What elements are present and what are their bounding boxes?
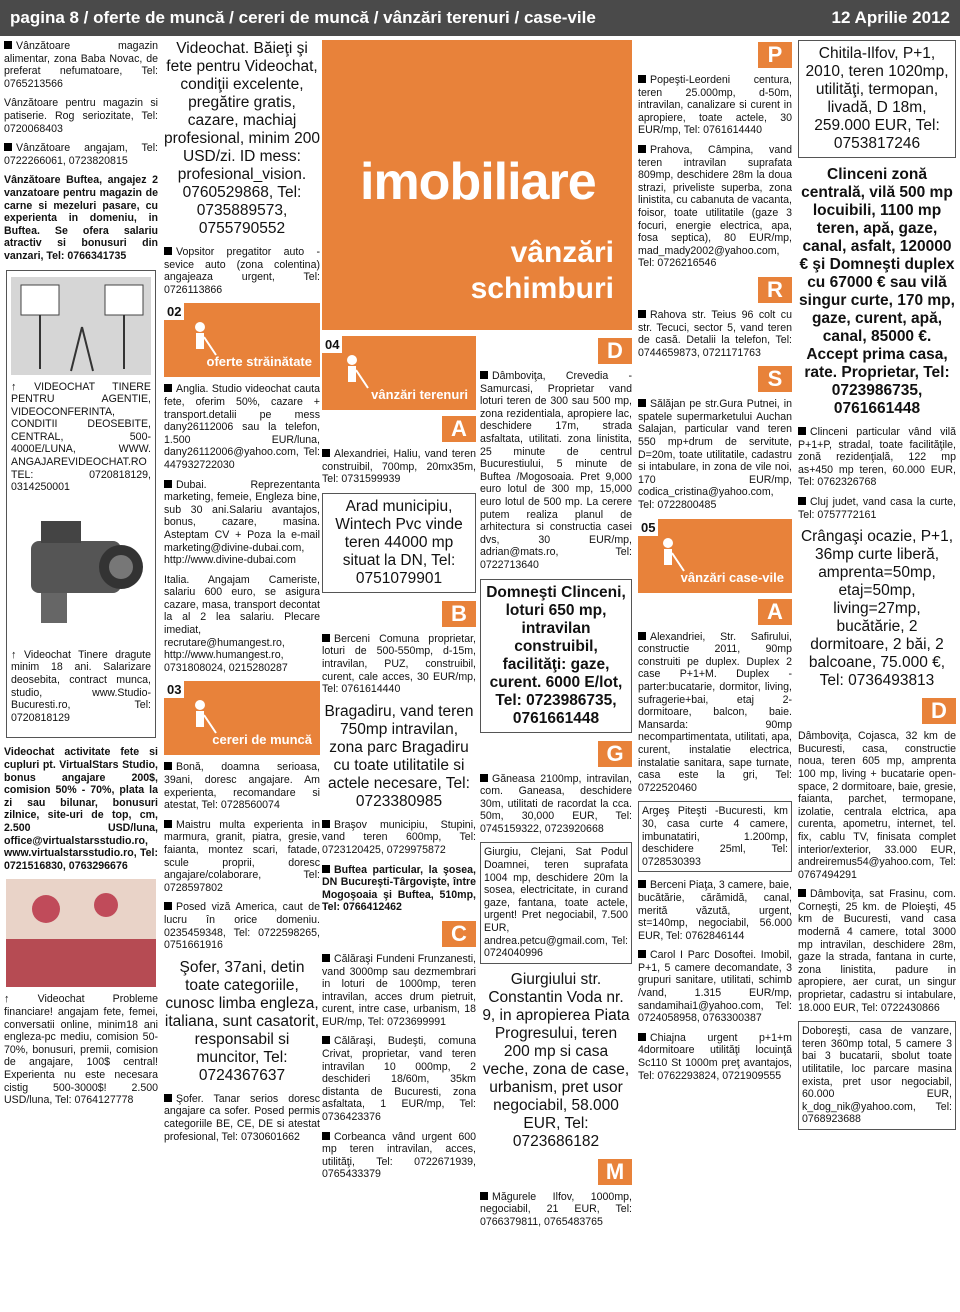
- page-header: [0, 0, 960, 36]
- ad-item: Berceni Comuna proprietar, loturi de 500-550mp, d-15m, intravilan, PUZ, construibil, curent, cale acces, 30 EUR/mp, Tel: 0761614440: [322, 632, 476, 696]
- page-date: 12 Aprilie 2012: [831, 8, 950, 27]
- section-tag-vanzari-terenuri: 04 vânzări terenuri: [322, 336, 476, 410]
- ad-item: ↑ Videochat Tinere dragute minim 18 ani. Salarizare deosebita, contract munca, studio, www.Studio-Bucuresti.ro, Tel: 0720818129: [11, 648, 152, 724]
- section-letter-a: A: [758, 599, 792, 625]
- arrow-up-icon: ↑: [11, 648, 24, 661]
- bullet-square-icon: [638, 950, 646, 958]
- bullet-square-icon: [164, 480, 172, 488]
- ad-item-big: Crângaşi ocazie, P+1, 36mp curte liberă, amprenta=50mp, etaj=50mp, living=27mp, bucătărie, 2 dormitoare, 2 băi, 2 balcoane, 75.000 €, Tel: 0736493813: [800, 528, 954, 690]
- ad-item-big: Bragadiru, vand teren 750mp intravilan, zona parc Bragadiru cu toate utilitatile si actele necesare, Tel: 0723380985: [324, 702, 474, 810]
- section-tag-oferte-strainatate: 02 oferte străinătate: [164, 303, 320, 377]
- bullet-square-icon: [164, 384, 172, 392]
- bullet-square-icon: [322, 865, 330, 873]
- column-4: [480, 336, 632, 1308]
- ad-item: Prahova, Câmpina, vand teren intravilan suprafata 809mp, deschidere 28m la doua strazi, priveliste superba, zona linistita, cu cabanuta de vacanta, foisor, toate utilitatile (gaze 3 focuri, energie electrica, apa, fosa septica), 80 EUR/mp, mad_mady2002@yahoo.com, Tel: 0726216546: [638, 143, 792, 270]
- bullet-square-icon: [4, 143, 12, 151]
- bullet-square-icon: [480, 371, 488, 379]
- ad-item: Doboreşti, casa de vanzare, teren 360mp total, 5 camere 3 bai 3 bucatarii, sbolut toate utilitatile, loc parcare masina exista, pret usor negociabil, 60.000 EUR, k_dog_nik@yahoo.com, Tel: 0768923688: [798, 1021, 956, 1130]
- ad-item: Chiajna urgent p+1+m 4dormitoare utilităţi locuinţă Sc110 St 1000m preţ avantajos, Tel: 0762293824, 0721909555: [638, 1031, 792, 1082]
- ad-item: Braşov municipiu, Stupini, vand teren 600mp, Tel: 0723120425, 0729975872: [322, 818, 476, 856]
- bullet-square-icon: [480, 774, 488, 782]
- video-camera-icon: [11, 501, 151, 643]
- ad-item: Dâmboviţa, Cojasca, 32 km de Bucuresti, casa, constructie noua, teren 605 mp, amprenta 100 mp, living + bucatarie open-space, 2 dormitoare, baie, gresie, faianta, parchet, termopane, izolatie, centrala elctrica, apa curenta, apometru, internet, tel. fix, cablu TV, finisata complet interior/exterior, 33.000 EUR, andreiremus54@yahoo.com, Tel: 0767494291: [798, 730, 956, 881]
- ad-item: Sălăjan pe str.Gura Putnei, in spatele supermarketului Auchan Salajan, particular vand teren 550 mp+drum de servitute, D=20m, toate utilitatile, cadastru si intabulare, in zona de vile noi, 170 EUR/mp, codica_cristina@yahoo.com, Tel: 0722800485: [638, 398, 792, 512]
- ad-item: Vopsitor pregatitor auto - sevice auto (zona colentina) angajeaza urgent, Tel: 0726113866: [164, 246, 320, 296]
- ad-item: Anglia. Studio videochat cauta fete, oferim 50%, cazare + transport.detalii pe mess dany26112006 sau la telefon, 1.500 EUR/luna, dany26112006@yahoo.com, Tel: 447932722030: [164, 383, 320, 471]
- ad-item-big: Domneşti Clinceni, loturi 650 mp, intravilan construibil, facilităţi: gaze, curent. 6000 E/lot, Tel: 0723986735, 0761661448: [480, 579, 632, 733]
- ad-item-big: Videochat. Băieţi şi fete pentru Videochat, condiţii excelente, pregătire gratis, cazare, machiaj profesional, minim 200 USD/zi. ID mess: profesional_vision. 0760529868, Tel: 0735889573, 0755790552: [164, 40, 320, 237]
- bullet-square-icon: [798, 889, 806, 897]
- bullet-square-icon: [638, 399, 646, 407]
- ad-item: Vânzătoare angajam, Tel: 0722266061, 0723820815: [4, 142, 158, 167]
- column-3: [322, 336, 476, 1308]
- person-shovel-icon: [342, 354, 372, 394]
- column-2: [164, 40, 320, 1308]
- bullet-square-icon: [638, 1033, 646, 1041]
- ad-item: Cluj judet, vand casa la curte, Tel: 0757772161: [798, 495, 956, 521]
- ad-item: Posed viză America, caut de lucru în orice domeniu. 0235459348, Tel: 0722598265, 0751661916: [164, 901, 320, 952]
- ad-item: Buftea particular, la şosea, DN Bucureşti-Târgovişte, între Mogoşoaia şi Buftea, 510mp, Tel: 0766412462: [322, 863, 476, 914]
- section-letter-s: S: [758, 366, 792, 392]
- ad-item: Berceni Piaţa, 3 camere, baie, bucătărie, cărămidă, canal, merită văzută, urgent, st=140mp, negociabil, 56.000 EUR, Tel: 0762846144: [638, 879, 792, 942]
- bullet-square-icon: [638, 145, 646, 153]
- ad-item: Alexandriei, Str. Safirului, constructie 2011, 90mp construiti pe duplex. Duplex 2 case P+1+M. Duplex - parter:bucatarie, dormitor, living, sufragerie+bai, etaj 2-dormitoare, balcon, baie. Mansarda: 90mp necompartimentata, utilitati, apa, curent, instalatie electrica, instalatie sanitara, sape turnate, casa este la gri, Tel: 0722520460: [638, 630, 792, 794]
- ad-item: Carol I Parc Dosoftei. Imobil, P+1, 5 camere decomandate, 3 grupuri sanitare, utilitati, schimb /vand, 1.315 EUR/mp, sandamihai1@yahoo.com, Tel: 0724058958, 0763300387: [638, 949, 792, 1025]
- ad-item: Videochat activitate fete si cupluri pt. VirtualStars Studio, bonus angajare 200$, comision 50% - 70%, plata la zi sau bilunar, bonusuri zilnice, site-uri de top, cm, 2.500 USD/luna, office@virtualstarsstudio.ro, www.virtualstarsstudio.ro, Tel: 0721516830, 0763296676: [4, 746, 158, 872]
- section-letter-d: D: [598, 338, 632, 364]
- bullet-square-icon: [798, 427, 806, 435]
- ad-item: Vânzătoare Buftea, angajez 2 vanzatoare pentru magazin de carne si mezeluri pasare, cu experienta in domeniu, in Buftea. Se ofera salariu atractiv si bonusuri din vanzari, Tel: 0766341735: [4, 174, 158, 262]
- ad-item: Argeş Piteşti -Bucuresti, km 30, casa curte 4 camere, imbunatatiri, 1.200mp, deschidere 25ml, Tel: 0728530393: [638, 801, 792, 872]
- ad-item: Maistru multa experienta in marmura, granit, piatra, gresie, faianta, montez scari, fatade, scule proprii, doresc angajare/colaborare, Tel: 0728597802: [164, 818, 320, 894]
- imobiliare-banner: [322, 40, 632, 330]
- ad-item: Şofer. Tanar serios doresc angajare ca sofer. Posed permis categoriile BE, CE, DE si atestat profesional, Tel: 0730601662: [164, 1092, 320, 1143]
- ad-item-big: Chitila-Ilfov, P+1, 2010, teren 1020mp, utilităţi, termopan, livadă, D 18m, 259.000 EUR, Tel: 0753817246: [798, 40, 956, 158]
- banner-subtitle-vanzari: vânzări: [510, 236, 614, 269]
- ad-item: Alexandriei, Haliu, vand teren construibil, 700mp, 20mx35m, Tel: 0731599939: [322, 448, 476, 486]
- bullet-square-icon: [4, 41, 12, 49]
- bullet-square-icon: [480, 1192, 488, 1200]
- ad-item: Vânzătoare pentru magazin si patiserie. Rog seriozitate, Tel: 0720068403: [4, 97, 158, 135]
- ad-item: Italia. Angajam Cameriste, salariu 600 euro, se asigura cazare, masa, transport decontat la al 2 lea salariu. Plecare imediat, recrutare@humangest.ro, http://www.humangest.ro, 0731808024, 0215280287: [164, 573, 320, 674]
- ad-item: Corbeanca vând urgent 600 mp teren intravilan, acces, utilităţi, Tel: 0722671939, 0765433379: [322, 1130, 476, 1181]
- bullet-square-icon: [798, 497, 806, 505]
- section-letter-d: D: [922, 698, 956, 724]
- bullet-square-icon: [638, 632, 646, 640]
- ad-item: Măgurele Ilfov, 1000mp, negociabil, 21 EUR, Tel: 0766379811, 0765483765: [480, 1190, 632, 1228]
- camera-photo: [11, 501, 151, 643]
- bullet-square-icon: [164, 820, 172, 828]
- ad-item: Dâmboviţa, Crevedia - Samurcasi, Proprietar vand loturi teren de 300 sau 500 mp, zona rezidentiala, apropiere lac, deschidere 17m, strada asfaltata, utilitati. zona linistita, 25 minute de centrul Bucurestiului, 5 minute de Buftea /Mogosoaia. Pret 9,000 euro lotul de 300 mp, 15,000 euro lotul de 500 mp. La cerere putem realiza planul de arhitectura si constructia casei dvs, 30 EUR/mp, adrian@mats.ro, Tel: 0722713640: [480, 370, 632, 571]
- section-letter-g: G: [598, 741, 632, 767]
- bullet-square-icon: [638, 880, 646, 888]
- ad-item: Bonă, doamna serioasa, 39ani, doresc angajare. Am experienta, recomandare si atestat, Tel: 0728560074: [164, 761, 320, 812]
- section-letter-a: A: [442, 416, 476, 442]
- ad-item-big: Arad municipiu, Wintech Pvc vinde teren 44000 mp situat la DN, Tel: 0751079901: [322, 493, 476, 593]
- bullet-square-icon: [322, 1132, 330, 1140]
- column-5: [638, 40, 792, 1308]
- ad-item: ↑ VIDEOCHAT TINERE PENTRU AGENTIE, VIDEOCONFERINTA, CONDITII DEOSEBITE, CENTRAL, 500-4000E/LUNA, WWW. ANGAJAREVIDEOCHAT.RO TEL: 0720818129, 0314250001: [11, 380, 151, 494]
- section-letter-r: R: [758, 277, 792, 303]
- section-letter-c: C: [442, 921, 476, 947]
- ad-item: Dubai. Reprezentanta marketing, femeie, Engleza bine, sub 30 ani.Salariu avantajos, bonus, cazare, masina. Asteptam CV + Poza la e-mail marketing@divine-dubai.com, http://www.divine-dubai.com: [164, 478, 320, 567]
- bullet-square-icon: [322, 954, 330, 962]
- page-title: pagina 8 / oferte de muncă / cereri de muncă / vânzări terenuri / case-vile: [10, 8, 596, 27]
- section-tag-vanzari-case-vile: 05 vânzări case-vile: [638, 519, 792, 593]
- ad-item: Dâmboviţa, sat Frasinu, com. Corneşti, 25 km. de Ploieşti, 45 km de Bucuresti, vand casa modernă 4 camere, total 3000 mp intravilan, deschidere 28m, gaze la strada, fantana in curte, zona linistita, padure in apropiere, aer curat, un singur proprietar, cadastru si intabulare, 18.000 EUR, Tel: 0722430866: [798, 888, 956, 1014]
- ad-item: ↑ Videochat Probleme financiare! angajam fete, femei, conversatii online, minim18 ani engleza-pc mediu, comision 50-70%, bonusuri, premii, comision de angajare, 100$ central! Experienta nu este necesara cistig 500-3000$! 2.500 USD/luna, Tel: 0764127778: [4, 993, 158, 1107]
- ad-item-big: Giurgiului str. Constantin Voda nr. 9, in apropierea Piata Progresului, teren 200 mp si casa veche, zona de case, urbanism, pret usor negociabil, 58.000 EUR, Tel: 0723686182: [482, 970, 630, 1150]
- column-1: [4, 40, 158, 1308]
- bullet-square-icon: [322, 820, 330, 828]
- arrow-up-icon: ↑: [4, 993, 38, 1006]
- studio-lights-icon: [11, 277, 151, 375]
- ad-item: Clinceni particular vând vilă P+1+P, stradal, toate facilităţile, zonă rezidenţială, 122 mp as+450 mp teren, 60.000 EUR, Tel: 0762326768: [798, 426, 956, 489]
- section-letter-b: B: [442, 601, 476, 627]
- banner-title: imobiliare: [360, 153, 596, 211]
- bullet-square-icon: [164, 247, 172, 255]
- bullet-square-icon: [322, 449, 330, 457]
- bullet-square-icon: [164, 1094, 172, 1102]
- videochat-box: [6, 270, 156, 739]
- arrow-up-icon: ↑: [11, 380, 35, 393]
- section-letter-m: M: [598, 1159, 632, 1185]
- bullet-square-icon: [638, 310, 646, 318]
- bullet-square-icon: [164, 762, 172, 770]
- ad-item-big: Clinceni zonă centrală, vilă 500 mp locuibili, 1100 mp teren, apă, gaze, canal, asfalt, 120000 € şi Domneşti duplex cu 67000 € sau vilă singur curte, 170 mp, gaze, curent, apă, canal, 85000 €. Accept prima casa, rate. Proprietar, Tel: 0723986735, 0761661448: [799, 166, 955, 417]
- bullet-square-icon: [322, 634, 330, 642]
- section-tag-cereri-de-munca: 03 cereri de muncă: [164, 681, 320, 755]
- ad-item-big: Şofer, 37ani, detin toate categoriile, cunosc limba engleza, italiana, sunt casatorit, responsabil si muncitor, Tel: 0724367637: [164, 958, 320, 1084]
- bullet-square-icon: [638, 75, 646, 83]
- ad-item: Găneasa 2100mp, intravilan, com. Ganeasa, deschidere 30m, utilitati de racordat la cca. 50m, 30,000 EUR, Tel: 0745159322, 0723920668: [480, 772, 632, 835]
- ad-item: Giurgiu, Clejani, Sat Podul Doamnei, teren suprafata 1004 mp, deschidere 20m la sosea, electricitate, in curand gaze, fantana, toate actele, urgent! Pret negociabil, 7.500 EUR, andrea.petcu@gmail.com, Tel: 0724040996: [480, 842, 632, 963]
- bullet-square-icon: [164, 902, 172, 910]
- ad-item: Călăraşi, Budeşti, comuna Crivat, proprietar, vand teren intravilan 10 000mp, 2 deschideri 18/60m, 35km distanta de Bucuresti, zona asfaltata, 1 EUR/mp, Tel: 0736423376: [322, 1035, 476, 1124]
- banner-subtitle-schimburi: schimburi: [470, 272, 614, 305]
- ad-item: Rahova str. Teius 96 colt cu str. Tecuci, sector 5, vand teren de casă. Detalii la telefon, Tel: 0744659873, 0721171763: [638, 308, 792, 359]
- section-letter-p: P: [758, 42, 792, 68]
- ad-item: Popeşti-Leordeni centura, teren 25.000mp, d-50m, intravilan, canalizare si curent in apropiere, toate actele, 30 EUR/mp, Tel: 0761614440: [638, 74, 792, 137]
- ad-item: Călăraşi Fundeni Frunzanesti, vand 3000mp sau dezmembrari in loturi de 1000mp, teren intravilan, acces drum pietruit, curent, intre case, urbanism, 18 EUR/mp, Tel: 0723699991: [322, 952, 476, 1028]
- ad-item: Vânzătoare magazin alimentar, zona Baba Novac, de preferat nefumatoare, Tel: 0765213566: [4, 40, 158, 90]
- bullet-square-icon: [322, 1036, 330, 1044]
- studio-photo: [11, 277, 151, 375]
- column-6: [798, 40, 956, 1308]
- bedroom-photo-icon: [6, 879, 156, 987]
- room-photo: [6, 879, 156, 987]
